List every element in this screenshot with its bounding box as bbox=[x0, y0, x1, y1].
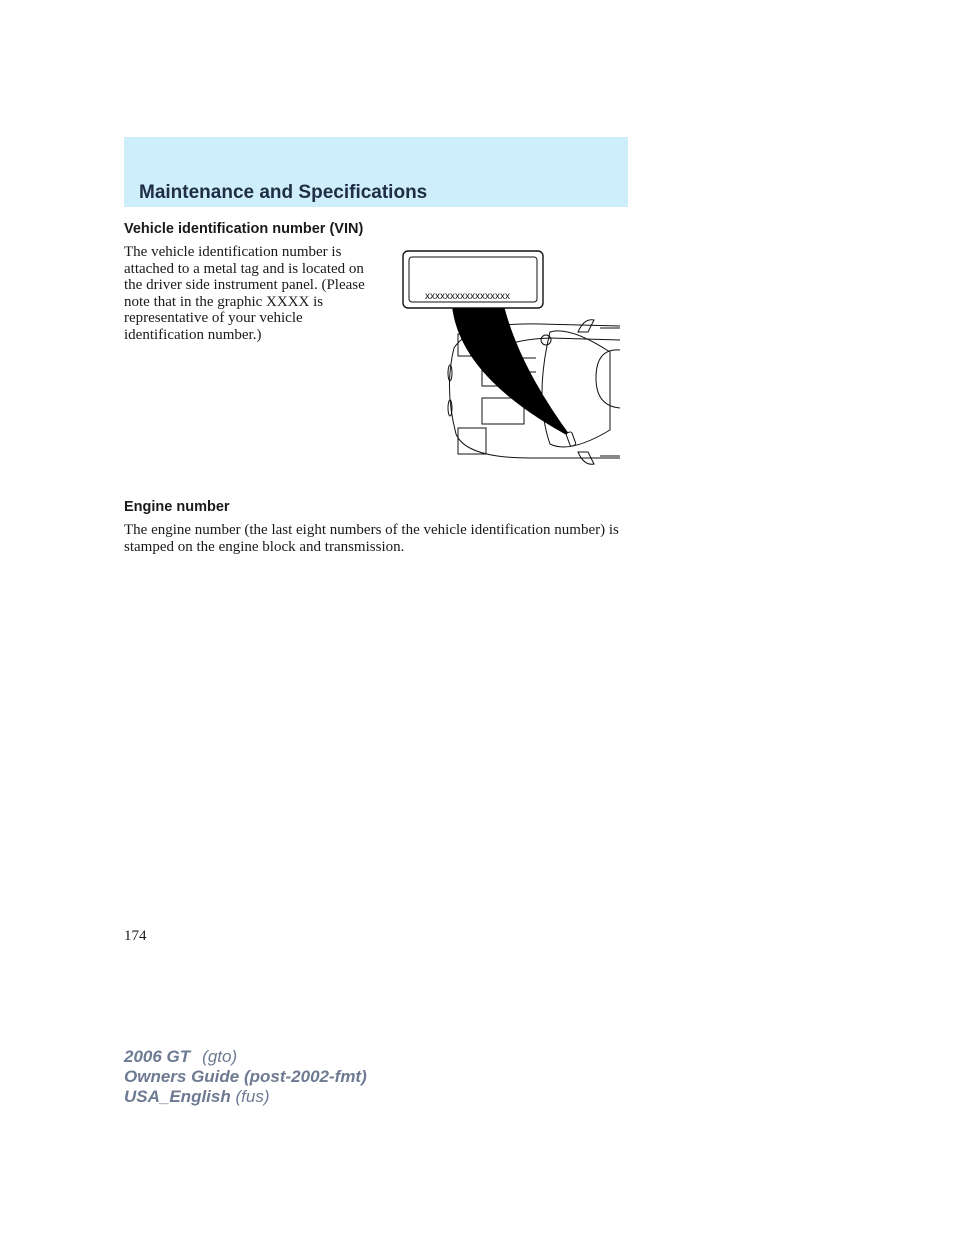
vin-location-illustration bbox=[400, 248, 624, 472]
engine-number-description: The engine number (the last eight numbers of the vehicle identification number) is stamped on the engine block and transmission. bbox=[124, 522, 619, 555]
vin-plate-text: xxxxxxxxxxxxxxxxx bbox=[425, 291, 510, 302]
footer-language: USA_English bbox=[124, 1087, 231, 1106]
section-title: Maintenance and Specifications bbox=[139, 182, 428, 203]
vin-heading: Vehicle identification number (VIN) bbox=[124, 221, 364, 237]
footer-guide-name: Owners Guide (post-2002-fmt) bbox=[124, 1067, 367, 1086]
mirror-top bbox=[578, 320, 594, 332]
footer-model-code: (gto) bbox=[202, 1047, 238, 1066]
footer-line-1 bbox=[124, 1047, 367, 1067]
gauge-circle bbox=[541, 335, 551, 345]
hood-contour bbox=[596, 350, 620, 408]
footer-line-3 bbox=[124, 1087, 367, 1107]
windshield bbox=[542, 331, 610, 447]
footer-model: 2006 GT bbox=[124, 1047, 191, 1066]
footer-language-code: (fus) bbox=[235, 1087, 270, 1106]
document-footer bbox=[124, 1047, 367, 1107]
section-header-band bbox=[124, 137, 628, 207]
callout-wedge bbox=[452, 306, 572, 438]
vin-description: The vehicle identification number is attached to a metal tag and is located on the driver side instrument panel. (Please note that in the graphic XXXX is representative of your vehicle identification number.) bbox=[124, 244, 365, 343]
page-number: 174 bbox=[124, 928, 147, 944]
engine-number-heading: Engine number bbox=[124, 499, 230, 515]
dash-vin-tag bbox=[566, 431, 576, 446]
